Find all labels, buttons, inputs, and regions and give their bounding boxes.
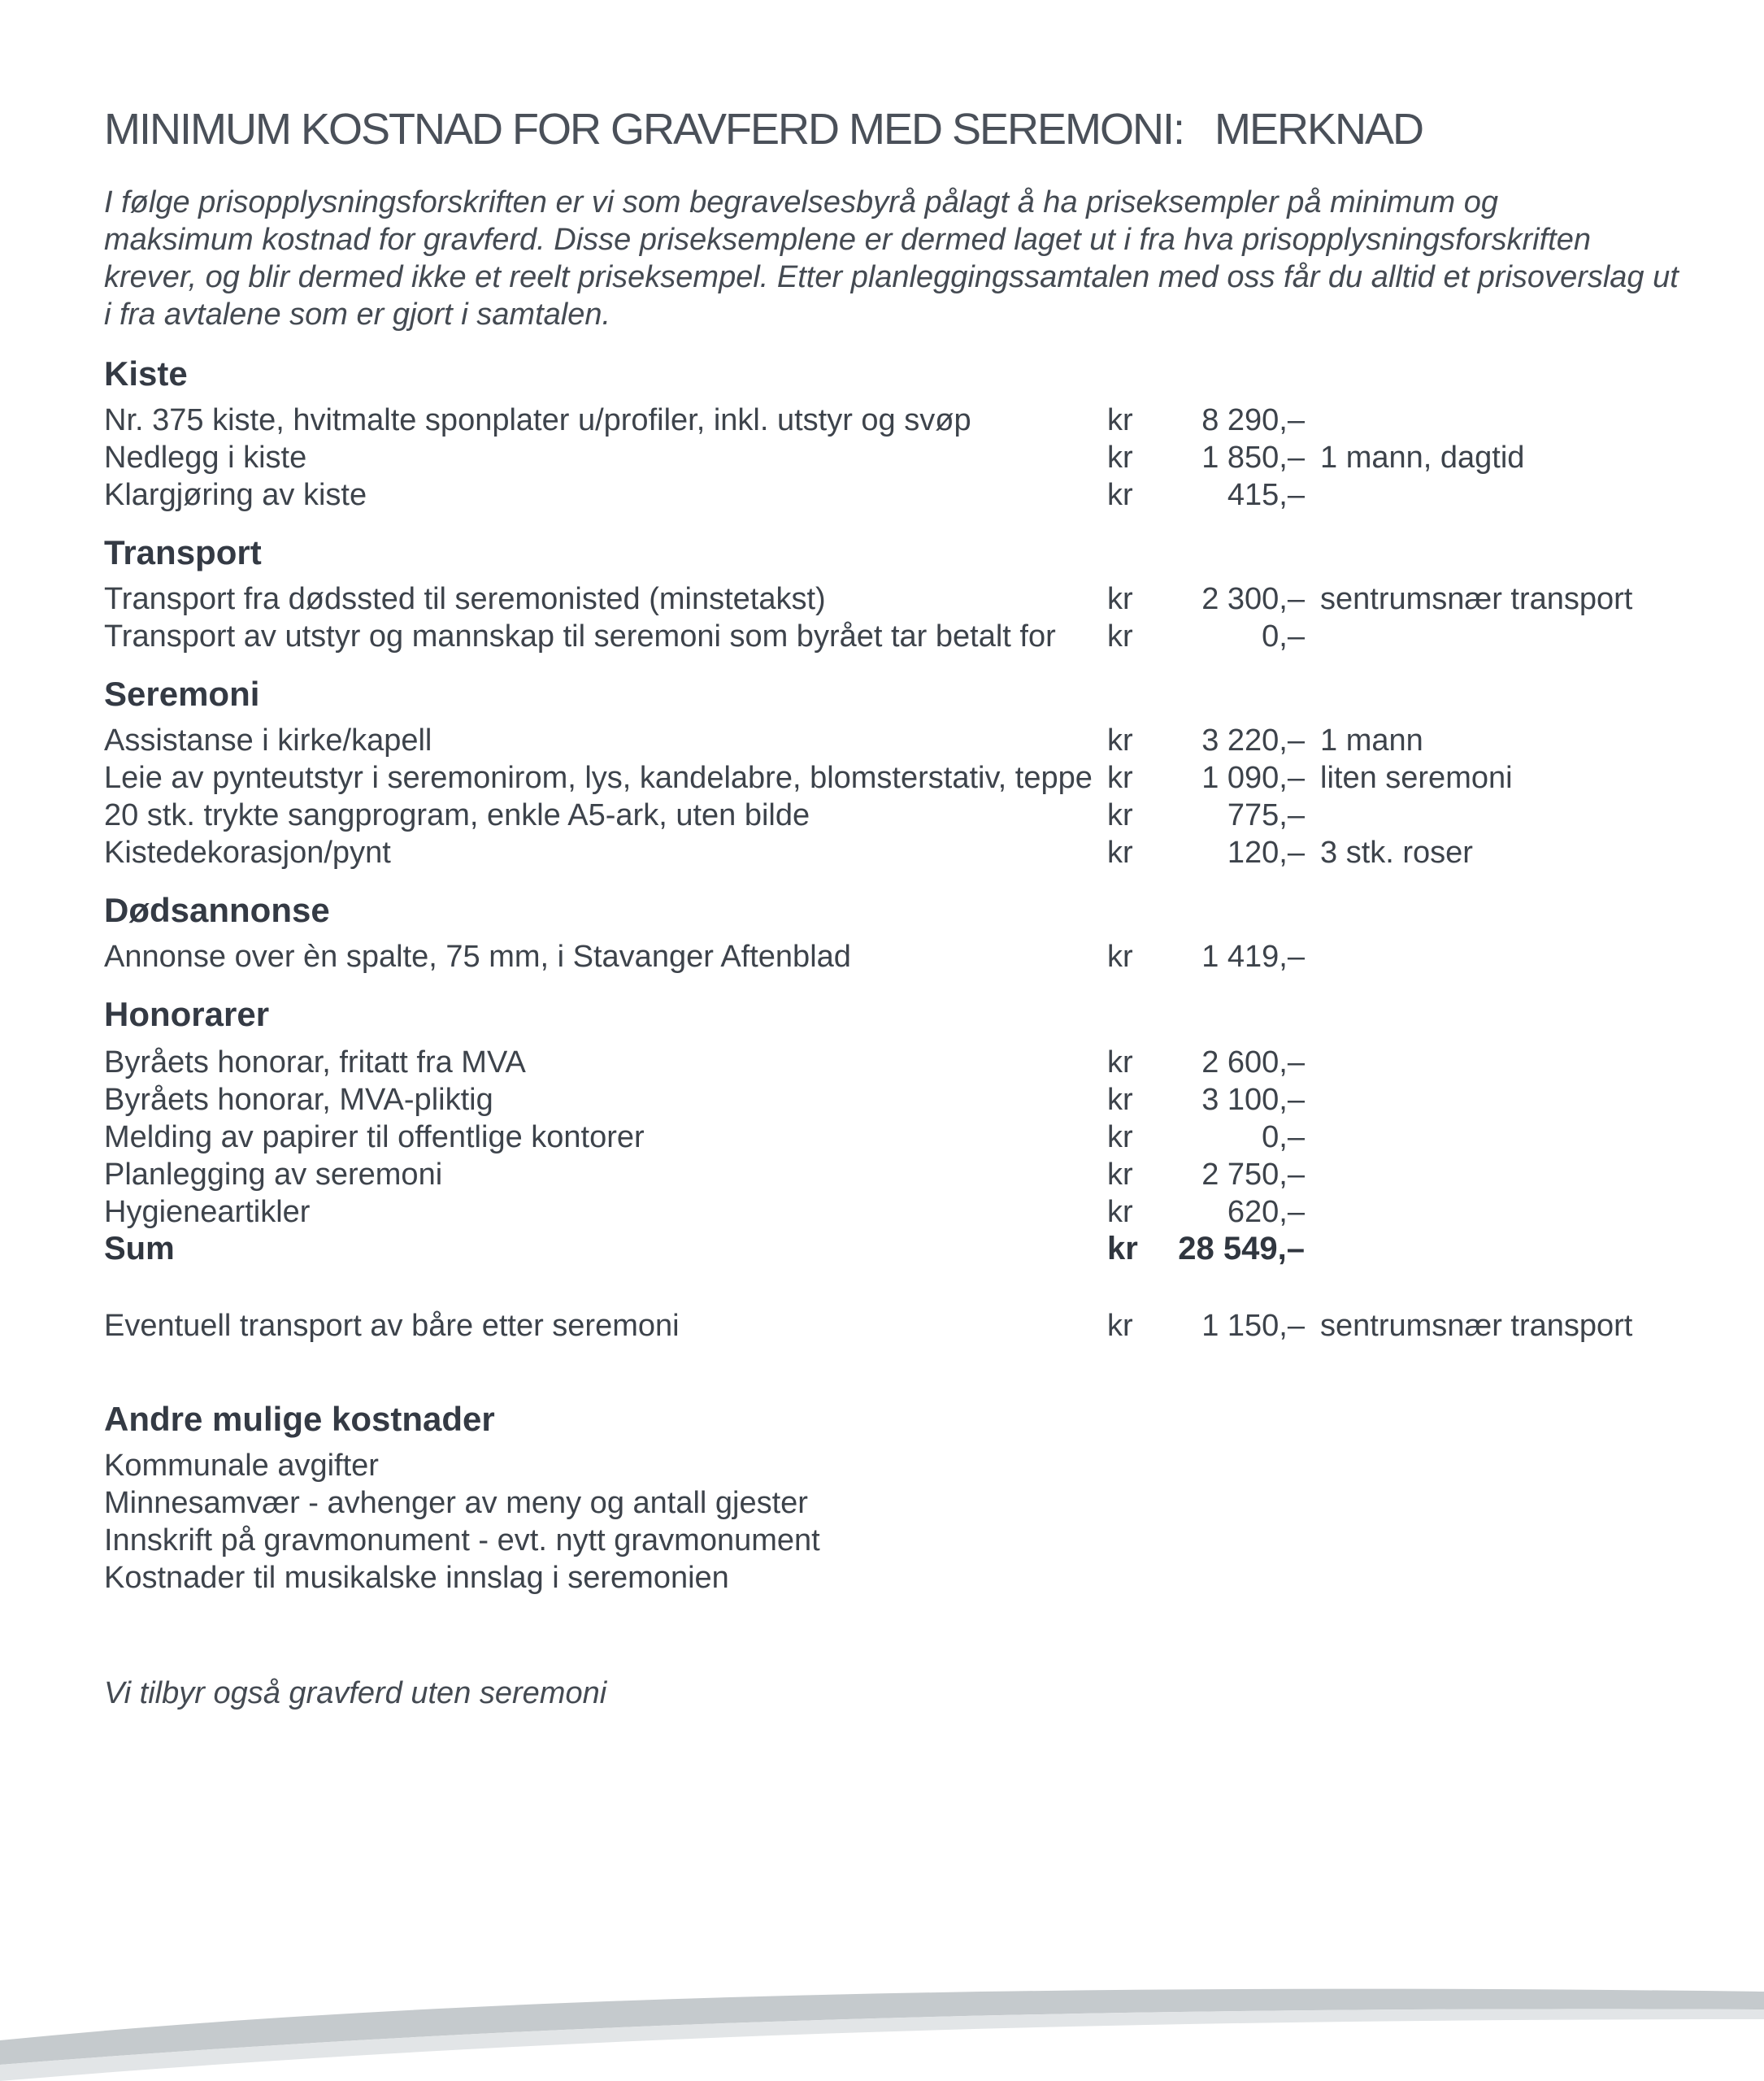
row-amount: 2 750,–	[1201, 1158, 1305, 1192]
section-heading-dodsannonse: Dødsannonse	[104, 891, 330, 929]
row-currency: kr	[1107, 1309, 1133, 1343]
row-note: 1 mann	[1320, 723, 1423, 758]
price-row	[0, 723, 1764, 761]
price-row	[0, 940, 1764, 977]
row-currency: kr	[1107, 761, 1133, 795]
row-description: Nr. 375 kiste, hvitmalte sponplater u/profiler, inkl. utstyr og svøp	[104, 403, 971, 437]
row-amount: 3 220,–	[1201, 723, 1305, 758]
price-row	[0, 478, 1764, 515]
row-description: Planlegging av seremoni	[104, 1158, 443, 1192]
sum-currency: kr	[1107, 1231, 1138, 1266]
section-heading-other-costs: Andre mulige kostnader	[104, 1400, 495, 1438]
row-amount: 0,–	[1262, 1120, 1305, 1154]
row-description: 20 stk. trykte sangprogram, enkle A5-ark, uten bilde	[104, 798, 810, 832]
row-description: Klargjøring av kiste	[104, 478, 367, 512]
row-amount: 1 850,–	[1201, 441, 1305, 475]
price-row	[0, 761, 1764, 798]
other-cost-item: Kostnader til musikalske innslag i seremonien	[104, 1561, 729, 1595]
section-heading-honorarer: Honorarer	[104, 995, 270, 1033]
price-row	[0, 798, 1764, 836]
row-currency: kr	[1107, 478, 1133, 512]
row-description: Hygieneartikler	[104, 1195, 311, 1229]
row-amount: 8 290,–	[1201, 403, 1305, 437]
price-row	[0, 1120, 1764, 1158]
row-currency: kr	[1107, 403, 1133, 437]
row-currency: kr	[1107, 1195, 1133, 1229]
row-description: Nedlegg i kiste	[104, 441, 307, 475]
closing-note: Vi tilbyr også gravferd uten seremoni	[104, 1676, 607, 1710]
page-title: MINIMUM KOSTNAD FOR GRAVFERD MED SEREMONI:	[104, 105, 1184, 154]
intro-paragraph	[104, 184, 1679, 333]
row-description: Leie av pynteutstyr i seremonirom, lys, kandelabre, blomsterstativ, teppe	[104, 761, 1093, 795]
decorative-swoosh	[0, 1935, 1764, 2081]
price-row	[0, 619, 1764, 657]
row-currency: kr	[1107, 940, 1133, 974]
intro-line: i fra avtalene som er gjort i samtalen.	[104, 298, 611, 332]
row-description: Melding av papirer til offentlige kontorer	[104, 1120, 645, 1154]
row-currency: kr	[1107, 1045, 1133, 1080]
row-description: Transport av utstyr og mannskap til seremoni som byrået tar betalt for	[104, 619, 1056, 654]
row-note: sentrumsnær transport	[1320, 1309, 1633, 1343]
price-row	[0, 403, 1764, 441]
intro-line: I følge prisopplysningsforskriften er vi som begravelsesbyrå pålagt å ha priseksempler på minimum og	[104, 185, 1498, 219]
sum-label: Sum	[104, 1231, 175, 1266]
row-description: Eventuell transport av båre etter seremoni	[104, 1309, 680, 1343]
row-amount: 2 300,–	[1201, 582, 1305, 616]
row-amount: 3 100,–	[1201, 1083, 1305, 1117]
price-row	[0, 836, 1764, 873]
row-currency: kr	[1107, 619, 1133, 654]
row-currency: kr	[1107, 836, 1133, 870]
row-note: 1 mann, dagtid	[1320, 441, 1525, 475]
other-cost-item: Kommunale avgifter	[104, 1449, 379, 1483]
row-amount: 775,–	[1227, 798, 1305, 832]
row-description: Transport fra dødssted til seremonisted (minstetakst)	[104, 582, 826, 616]
section-heading-transport: Transport	[104, 533, 262, 571]
row-currency: kr	[1107, 1120, 1133, 1154]
row-currency: kr	[1107, 441, 1133, 475]
price-row	[0, 1195, 1764, 1232]
row-note: liten seremoni	[1320, 761, 1513, 795]
sum-amount: 28 549,–	[1178, 1231, 1305, 1266]
price-row	[0, 441, 1764, 478]
row-description: Assistanse i kirke/kapell	[104, 723, 432, 758]
row-note: sentrumsnær transport	[1320, 582, 1633, 616]
row-amount: 2 600,–	[1201, 1045, 1305, 1080]
price-row	[0, 1083, 1764, 1120]
row-amount: 1 090,–	[1201, 761, 1305, 795]
row-currency: kr	[1107, 1158, 1133, 1192]
extra-row	[0, 1309, 1764, 1346]
row-currency: kr	[1107, 582, 1133, 616]
price-row	[0, 1158, 1764, 1195]
row-amount: 415,–	[1227, 478, 1305, 512]
other-cost-item: Minnesamvær - avhenger av meny og antall gjester	[104, 1486, 808, 1520]
section-heading-seremoni: Seremoni	[104, 675, 260, 713]
price-row	[0, 1045, 1764, 1083]
price-row	[0, 582, 1764, 619]
remark-column-heading: MERKNAD	[1214, 105, 1423, 154]
row-currency: kr	[1107, 723, 1133, 758]
row-description: Byråets honorar, MVA-pliktig	[104, 1083, 493, 1117]
row-amount: 620,–	[1227, 1195, 1305, 1229]
row-description: Annonse over èn spalte, 75 mm, i Stavanger Aftenblad	[104, 940, 851, 974]
row-amount: 120,–	[1227, 836, 1305, 870]
sum-row	[0, 1231, 1764, 1268]
row-amount: 1 419,–	[1201, 940, 1305, 974]
intro-line: krever, og blir dermed ikke et reelt priseksempel. Etter planleggingssamtalen med oss får du alltid et prisoverslag ut	[104, 260, 1679, 294]
section-heading-kiste: Kiste	[104, 354, 188, 393]
row-note: 3 stk. roser	[1320, 836, 1473, 870]
other-cost-item: Innskrift på gravmonument - evt. nytt gravmonument	[104, 1523, 820, 1557]
row-currency: kr	[1107, 1083, 1133, 1117]
row-amount: 1 150,–	[1201, 1309, 1305, 1343]
intro-line: maksimum kostnad for gravferd. Disse priseksemplene er dermed laget ut i fra hva prisopplysningsforskriften	[104, 223, 1591, 257]
row-description: Kistedekorasjon/pynt	[104, 836, 391, 870]
row-amount: 0,–	[1262, 619, 1305, 654]
row-description: Byråets honorar, fritatt fra MVA	[104, 1045, 526, 1080]
row-currency: kr	[1107, 798, 1133, 832]
